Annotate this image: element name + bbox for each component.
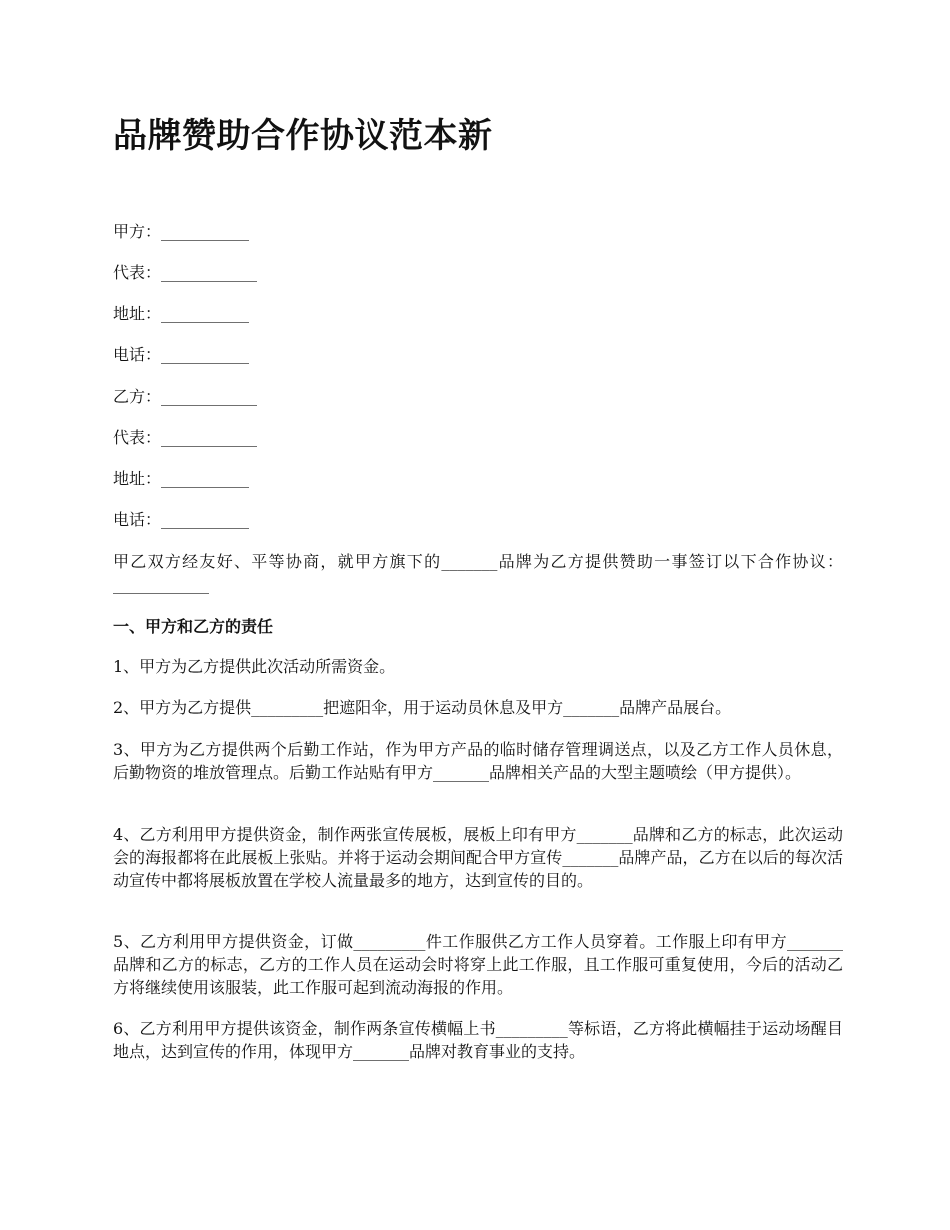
party-b-name-field: 乙方：____________ [113,387,258,406]
party-a-address-field: 地址：___________ [113,304,250,323]
party-a-phone-field: 电话：___________ [113,345,250,364]
party-b-representative-field: 代表：____________ [113,428,258,447]
agreement-intro: 甲乙双方经友好、平等协商，就甲方旗下的_______品牌为乙方提供赞助一事签订以下合作协议：____________ [113,552,843,594]
party-b-phone-field: 电话：___________ [113,510,250,529]
party-a-name-field: 甲方：___________ [113,222,250,241]
document-title: 品牌赞助合作协议范本新 [113,116,493,156]
section-heading-responsibilities: 一、甲方和乙方的责任 [113,617,274,636]
clause-3: 3、甲方为乙方提供两个后勤工作站，作为甲方产品的临时储存管理调送点，以及乙方工作人员休息，后勤物资的堆放管理点。后勤工作站贴有甲方_______品牌相关产品的大型主题喷绘（甲方提供）。 [113,740,843,782]
party-a-representative-field: 代表：____________ [113,263,258,282]
clause-4: 4、乙方利用甲方提供资金，制作两张宣传展板，展板上印有甲方_______品牌和乙方的标志，此次运动会的海报都将在此展板上张贴。并将于运动会期间配合甲方宣传_______品牌产品，乙方在以后的每次活动宣传中都将展板放置在学校人流量最多的地方，达到宣传的目的。 [113,825,843,890]
clause-6: 6、乙方利用甲方提供该资金，制作两条宣传横幅上书_________等标语，乙方将此横幅挂于运动场醒目地点，达到宣传的作用，体现甲方_______品牌对教育事业的支持。 [113,1019,843,1061]
clause-5: 5、乙方利用甲方提供资金，订做_________件工作服供乙方工作人员穿着。工作服上印有甲方_______品牌和乙方的标志，乙方的工作人员在运动会时将穿上此工作服，且工作服可重复使用，今后的活动乙方将继续使用该服装，此工作服可起到流动海报的作用。 [113,932,843,997]
clause-2: 2、甲方为乙方提供_________把遮阳伞，用于运动员休息及甲方_______品牌产品展台。 [113,698,732,717]
clause-1: 1、甲方为乙方提供此次活动所需资金。 [113,657,396,676]
party-b-address-field: 地址：___________ [113,469,250,488]
